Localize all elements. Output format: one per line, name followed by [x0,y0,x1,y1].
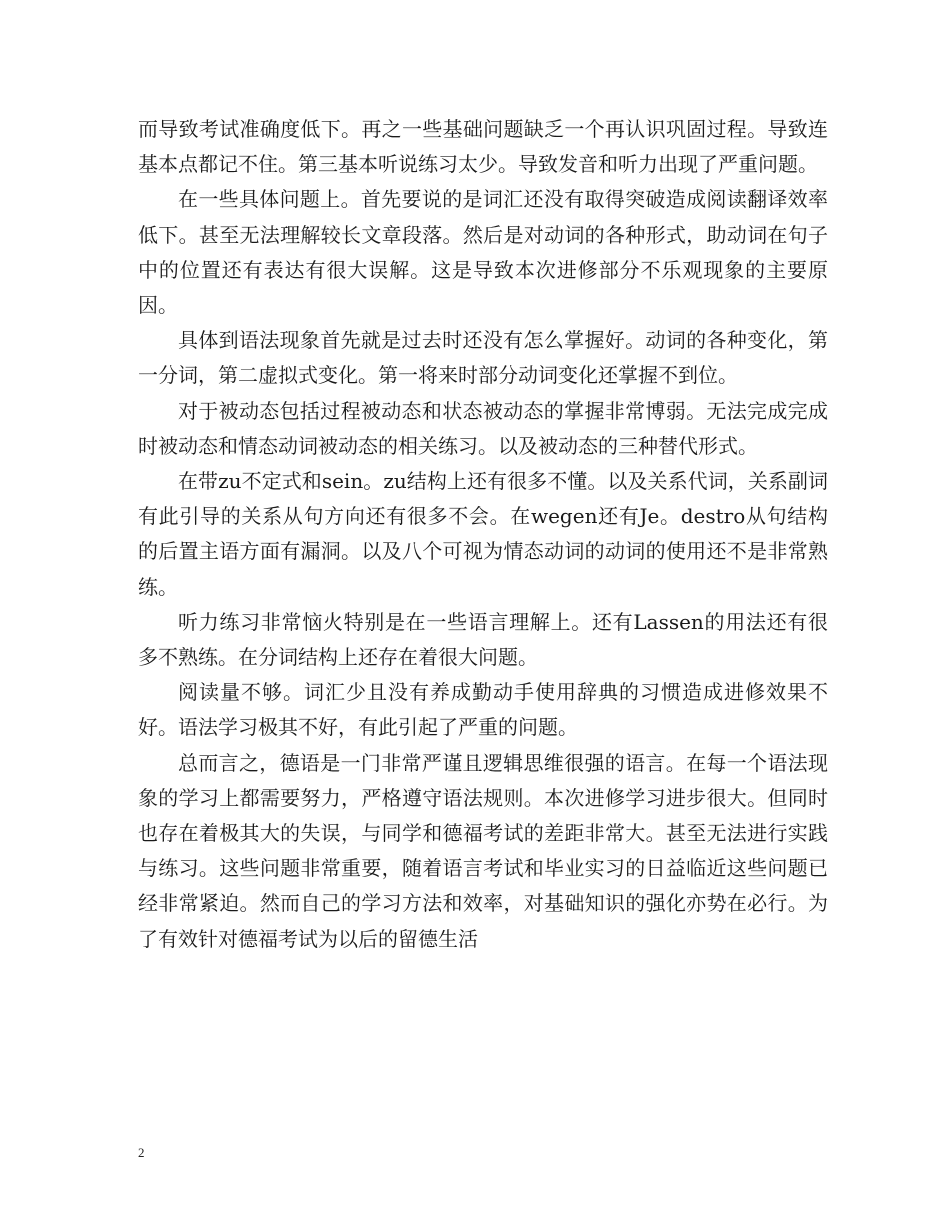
page-number: 2 [138,1145,145,1160]
paragraph-3: 具体到语法现象首先就是过去时还没有怎么掌握好。动词的各种变化，第一分词，第二虚拟式变化。第一将来时部分动词变化还掌握不到位。 [138,328,828,388]
paragraph-6: 听力练习非常恼火特别是在一些语言理解上。还有Lassen的用法还有很多不熟练。在分词结构上还存在着很大问题。 [138,609,828,670]
paragraph-8: 总而言之，德语是一门非常严谨且逻辑思维很强的语言。在每一个语法现象的学习上都需要努力，严格遵守语法规则。本次进修学习进步很大。但同时也存在着极其大的失误，与同学和德福考试的差距非常大。甚至无法进行实践与练习。这些问题非常重要，随着语言考试和毕业实习的日益临近这些问题已经非常紧迫。然而自己的学习方法和效率，对基础知识的强化亦势在必行。为了有效针对德福考试为以后的留德生活 [138,750,828,951]
paragraph-4: 对于被动态包括过程被动态和状态被动态的掌握非常博弱。无法完成完成时被动态和情态动词被动态的相关练习。以及被动态的三种替代形式。 [138,398,828,458]
document-body [138,112,828,957]
paragraph-7: 阅读量不够。词汇少且没有养成勤动手使用辞典的习惯造成进修效果不好。语法学习极其不好，有此引起了严重的问题。 [138,680,828,740]
paragraph-5: 在带zu不定式和sein。zu结构上还有很多不懂。以及关系代词，关系副词有此引导的关系从句方向还有很多不会。在wegen还有Je。destro从句结构的后置主语方面有漏洞。以及八个可视为情态动词的动词的使用还不是非常熟练。 [138,469,828,599]
paragraph-2: 在一些具体问题上。首先要说的是词汇还没有取得突破造成阅读翻译效率低下。甚至无法理解较长文章段落。然后是对动词的各种形式，助动词在句子中的位置还有表达有很大误解。这是导致本次进修部分不乐观现象的主要原因。 [138,187,828,318]
paragraph-1: 而导致考试准确度低下。再之一些基础问题缺乏一个再认识巩固过程。导致连基本点都记不住。第三基本听说练习太少。导致发音和听力出现了严重问题。 [138,117,828,177]
